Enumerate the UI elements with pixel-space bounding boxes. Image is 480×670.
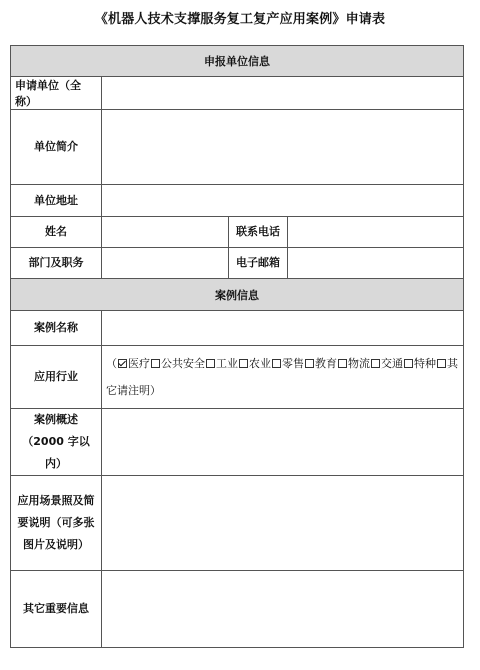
email-label: 电子邮箱 (229, 248, 288, 279)
industry-checkbox[interactable] (206, 359, 215, 368)
scene-label-line1: 应用场景照及简 (17, 494, 95, 507)
industry-option-label: 交通 (381, 357, 403, 370)
overview-label-line1: 案例概述 (34, 413, 78, 426)
case-name-label: 案例名称 (11, 311, 102, 346)
industry-options (102, 346, 464, 409)
industry-checkbox[interactable] (437, 359, 446, 368)
industry-checkbox[interactable] (239, 359, 248, 368)
scene-field[interactable] (102, 476, 464, 571)
unit-address-row (11, 185, 464, 217)
industry-checkbox[interactable] (371, 359, 380, 368)
industry-checkbox[interactable] (151, 359, 160, 368)
overview-label (11, 409, 102, 476)
name-label: 姓名 (11, 217, 102, 248)
case-name-field[interactable] (102, 311, 464, 346)
scene-label-line2: 要说明（可多张 (17, 516, 95, 529)
section-header-case: 案例信息 (11, 279, 464, 311)
unit-intro-field[interactable] (102, 110, 464, 185)
industry-option-label: 工业 (216, 357, 238, 370)
contact-row (11, 217, 464, 248)
industry-option-list (106, 357, 458, 397)
scene-row (11, 476, 464, 571)
unit-address-field[interactable] (102, 185, 464, 217)
other-info-field[interactable] (102, 571, 464, 648)
overview-row (11, 409, 464, 476)
email-field[interactable] (288, 248, 464, 279)
industry-checkbox[interactable] (118, 359, 127, 368)
section-header-applicant-row (11, 46, 464, 77)
industry-checkbox[interactable] (272, 359, 281, 368)
unit-name-label: 申请单位（全称） (11, 77, 102, 110)
scene-label-line3: 图片及说明） (23, 538, 89, 551)
phone-field[interactable] (288, 217, 464, 248)
industry-label: 应用行业 (11, 346, 102, 409)
industry-checkbox[interactable] (404, 359, 413, 368)
unit-intro-row (11, 110, 464, 185)
scene-label (11, 476, 102, 571)
industry-option-label: 教育 (315, 357, 337, 370)
other-info-label: 其它重要信息 (11, 571, 102, 648)
unit-name-field[interactable] (102, 77, 464, 110)
industry-option-label: 零售 (282, 357, 304, 370)
industry-open-paren: （ (106, 357, 117, 370)
unit-address-label: 单位地址 (11, 185, 102, 217)
section-header-applicant: 申报单位信息 (11, 46, 464, 77)
industry-option-label: 公共安全 (161, 357, 205, 370)
unit-name-row (11, 77, 464, 110)
industry-option-label: 医疗 (128, 357, 150, 370)
industry-row (11, 346, 464, 409)
industry-checkbox[interactable] (338, 359, 347, 368)
name-field[interactable] (102, 217, 229, 248)
case-name-row (11, 311, 464, 346)
dept-label: 部门及职务 (11, 248, 102, 279)
industry-option-label: 农业 (249, 357, 271, 370)
application-form-table (10, 45, 464, 648)
dept-row (11, 248, 464, 279)
dept-field[interactable] (102, 248, 229, 279)
overview-label-line2: （2000 字以内） (22, 435, 90, 470)
industry-option-label: 其它请注明） (106, 357, 458, 397)
form-title: 《机器人技术支撑服务复工复产应用案例》申请表 (94, 12, 386, 27)
industry-checkbox[interactable] (305, 359, 314, 368)
unit-intro-label: 单位简介 (11, 110, 102, 185)
other-info-row (11, 571, 464, 648)
industry-option-label: 特种 (414, 357, 436, 370)
phone-label: 联系电话 (229, 217, 288, 248)
industry-option-label: 物流 (348, 357, 370, 370)
section-header-case-row (11, 279, 464, 311)
overview-field[interactable] (102, 409, 464, 476)
